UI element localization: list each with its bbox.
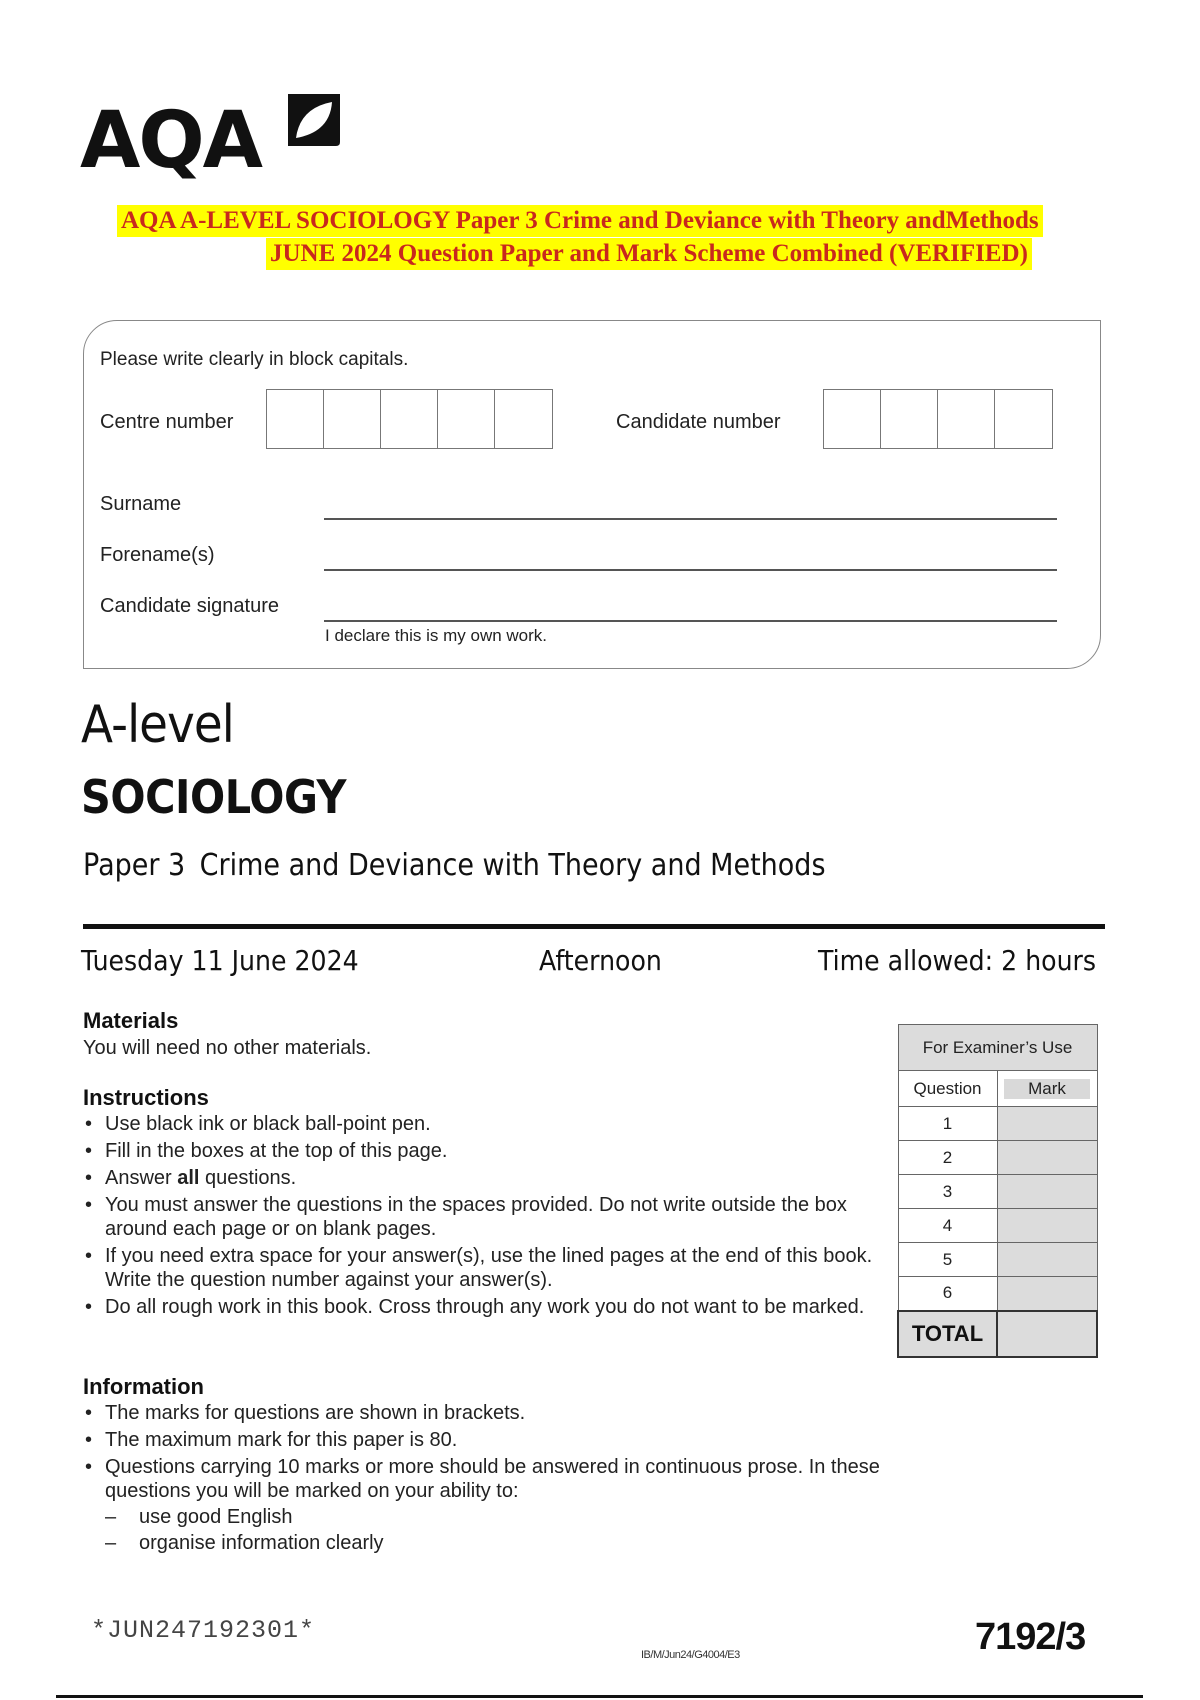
question-number: 1 — [898, 1107, 997, 1141]
mark-cell — [997, 1243, 1097, 1277]
instruction-text: Fill in the boxes at the top of this page. — [105, 1140, 448, 1162]
block-capitals-note: Please write clearly in block capitals. — [100, 349, 409, 370]
table-row — [898, 1141, 1097, 1175]
candidate-number-label: Candidate number — [616, 411, 781, 433]
candidate-number-digit[interactable] — [938, 390, 995, 448]
total-mark-cell — [997, 1311, 1097, 1357]
ability-item: – organise information clearly — [105, 1531, 883, 1555]
total-row — [898, 1311, 1097, 1357]
footer-divider — [56, 1695, 1143, 1698]
forenames-field[interactable] — [324, 569, 1057, 571]
mark-label: Mark — [1004, 1079, 1090, 1099]
surname-label: Surname — [100, 493, 182, 515]
question-number: 3 — [898, 1175, 997, 1209]
total-label: TOTAL — [898, 1311, 997, 1357]
information-text: Questions carrying 10 marks or more should be answered in continuous prose. In these questions you will be marked on your ability to: — [105, 1456, 880, 1502]
paper-name: Crime and Deviance with Theory and Methods — [199, 848, 826, 883]
signature-field[interactable] — [324, 620, 1057, 622]
question-number: 6 — [898, 1277, 997, 1311]
mark-cell — [997, 1107, 1097, 1141]
centre-number-label: Centre number — [100, 411, 234, 433]
signature-label: Candidate signature — [100, 595, 280, 617]
qualification-level: A-level — [81, 695, 234, 755]
materials-heading: Materials — [83, 1008, 179, 1033]
surname-field[interactable] — [324, 518, 1057, 520]
information-heading: Information — [83, 1374, 204, 1399]
mark-cell — [997, 1141, 1097, 1175]
ability-list — [105, 1505, 883, 1555]
banner-line-1: AQA A-LEVEL SOCIOLOGY Paper 3 Crime and Deviance with Theory andMethods — [117, 205, 1043, 237]
table-row — [898, 1107, 1097, 1141]
candidate-number-field[interactable] — [823, 389, 1053, 449]
instruction-text: questions. — [199, 1167, 297, 1189]
centre-number-digit[interactable] — [495, 390, 552, 448]
centre-number-digit[interactable] — [324, 390, 381, 448]
centre-number-field[interactable] — [266, 389, 553, 449]
instruction-item: • Use black ink or black ball-point pen. — [83, 1112, 883, 1136]
instruction-item: • You must answer the questions in the spaces provided. Do not write outside the box around each page or on blank pages. — [83, 1193, 883, 1241]
instruction-emphasis: all — [177, 1167, 200, 1189]
instructions-heading: Instructions — [83, 1085, 209, 1110]
exam-date: Tuesday 11 June 2024 — [81, 944, 359, 977]
aqa-logo-text: AQA — [80, 96, 262, 186]
examiners-use-table — [897, 1024, 1098, 1358]
paper-code: 7192/3 — [975, 1616, 1086, 1658]
aqa-leaf-mark-icon — [286, 92, 342, 148]
centre-number-digit[interactable] — [267, 390, 324, 448]
subject-title: SOCIOLOGY — [81, 770, 347, 824]
declaration-text: I declare this is my own work. — [325, 626, 548, 645]
barcode-text: *JUN247192301* — [91, 1616, 316, 1645]
table-row — [898, 1277, 1097, 1311]
instruction-item — [83, 1166, 883, 1190]
table-row — [898, 1175, 1097, 1209]
examiners-use-title: For Examiner’s Use — [898, 1025, 1097, 1071]
information-item: • The marks for questions are shown in brackets. — [83, 1401, 883, 1425]
instructions-list — [83, 1112, 883, 1322]
question-number: 4 — [898, 1209, 997, 1243]
aqa-logo — [80, 88, 342, 184]
table-row — [898, 1243, 1097, 1277]
question-number: 5 — [898, 1243, 997, 1277]
paper-title — [83, 848, 826, 883]
information-list — [83, 1401, 883, 1558]
candidate-number-digit[interactable] — [824, 390, 881, 448]
instruction-item — [83, 1139, 883, 1163]
table-row — [898, 1209, 1097, 1243]
exam-session: Afternoon — [539, 944, 662, 977]
time-allowed: Time allowed: 2 hours — [818, 944, 1097, 977]
information-item — [83, 1455, 883, 1555]
paper-number: Paper 3 — [83, 848, 186, 883]
candidate-number-digit[interactable] — [995, 390, 1052, 448]
mark-cell — [997, 1209, 1097, 1243]
centre-number-digit[interactable] — [381, 390, 438, 448]
information-item: • The maximum mark for this paper is 80. — [83, 1428, 883, 1452]
instruction-item: • If you need extra space for your answer(s), use the lined pages at the end of this book. Write the question number against your answer(s). — [83, 1244, 883, 1292]
materials-text: You will need no other materials. — [83, 1037, 372, 1059]
forenames-label: Forename(s) — [100, 544, 215, 566]
document-reference: IB/M/Jun24/G4004/E3 — [641, 1649, 740, 1661]
mark-cell — [997, 1277, 1097, 1311]
mark-cell — [997, 1175, 1097, 1209]
centre-number-digit[interactable] — [438, 390, 495, 448]
instruction-text: Answer — [105, 1167, 178, 1189]
question-number: 2 — [898, 1141, 997, 1175]
mark-column-header — [997, 1071, 1097, 1107]
heading-divider — [83, 924, 1105, 929]
ability-item: – use good English — [105, 1505, 883, 1529]
banner-line-2: JUNE 2024 Question Paper and Mark Scheme Combined (VERIFIED) — [266, 238, 1032, 270]
question-column-header: Question — [898, 1071, 997, 1107]
instruction-item: • Do all rough work in this book. Cross through any work you do not want to be marked. — [83, 1295, 883, 1319]
candidate-number-digit[interactable] — [881, 390, 938, 448]
candidate-details-box — [83, 320, 1101, 669]
